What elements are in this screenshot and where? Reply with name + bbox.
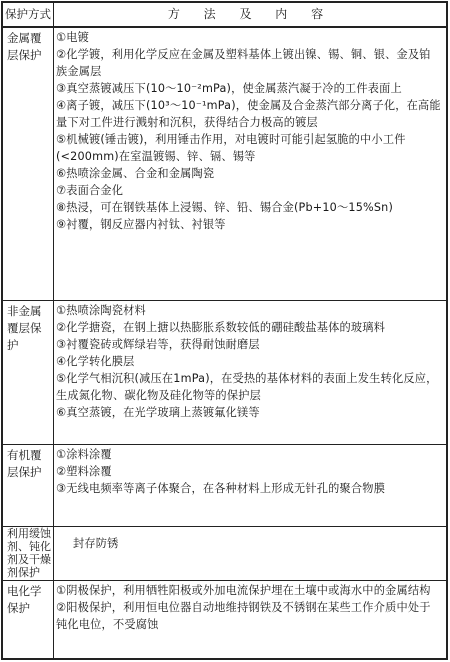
item-list xyxy=(56,446,442,497)
item-list xyxy=(56,302,442,421)
category-label: 有机覆层保护 xyxy=(7,448,42,479)
table-header xyxy=(3,3,446,28)
item-list xyxy=(56,582,442,633)
list-item: ②阳极保护，利用恒电位器自动地维持钢铁及不锈钢在某些工作介质中处于钝化电位，不受腐蚀 xyxy=(56,601,431,631)
list-item: ③无线电频率等离子体聚合，在各种材料上形成无针孔的聚合物膜 xyxy=(56,482,386,495)
list-item: ①热喷涂陶瓷材料 xyxy=(56,304,146,317)
list-item: ③衬覆瓷砖或辉绿岩等，获得耐蚀耐磨层 xyxy=(56,338,260,351)
list-item: ⑨衬覆，钢反应器内衬钛、衬银等 xyxy=(56,218,226,231)
list-item: ⑥真空蒸镀，在光学玻璃上蒸镀氟化镁等 xyxy=(56,406,260,419)
list-item: ⑥热喷涂金属、合金和金属陶瓷 xyxy=(56,167,215,180)
protection-methods-table xyxy=(1,1,448,660)
list-item: ①电镀 xyxy=(56,31,90,44)
header-content: 方 法 及 内 容 xyxy=(167,7,334,21)
category-label: 金属覆层保护 xyxy=(7,31,42,62)
section-inhibitor xyxy=(3,527,446,581)
header-method: 保护方式 xyxy=(5,7,51,21)
item-list xyxy=(73,535,450,552)
list-item: ①涂料涂覆 xyxy=(56,448,112,461)
list-item: ②塑料涂覆 xyxy=(56,465,112,478)
list-item: ②化学搪瓷，在钢上搪以热膨胀系数较低的硼硅酸盐基体的玻璃料 xyxy=(56,321,386,334)
list-item: ②化学镀，利用化学反应在金属及塑料基体上镀出镍、锡、铜、银、金及铂族金属层 xyxy=(56,48,431,78)
item-list xyxy=(56,29,442,233)
list-item: ⑧热浸，可在钢铁基体上浸锡、锌、铅、锡合金(Pb+10～15%Sn) xyxy=(56,201,394,214)
list-item: ③真空蒸镀减压下(10～10⁻²mPa)，使金属蒸汽凝于冷的工件表面上 xyxy=(56,82,402,95)
category-label: 电化学保护 xyxy=(7,584,42,615)
list-item: ④化学转化膜层 xyxy=(56,355,135,368)
list-item: 封存防锈 xyxy=(73,537,119,550)
list-item: ⑤化学气相沉积(减压在1mPa)，在受热的基体材料的表面上发生转化反应，生成氮化物、碳化物及硅化物等的保护层 xyxy=(56,372,438,402)
list-item: ⑦表面合金化 xyxy=(56,184,124,197)
list-item: ①阴极保护，利用牺牲阳极或外加电流保护埋在土壤中或海水中的金属结构 xyxy=(56,584,431,597)
category-label: 非金属覆层保护 xyxy=(7,304,42,352)
list-item: ⑤机械镀(锤击镀)，利用锤击作用，对电镀时可能引起氢脆的中小工件(<200mm)在室温镀锡、锌、镉、锡等 xyxy=(56,133,406,163)
section-nonmetal-coating xyxy=(3,301,446,445)
section-metal-coating xyxy=(3,28,446,301)
category-label: 利用缓蚀剂、钝化剂及干燥剂保护 xyxy=(7,527,51,579)
section-organic-coating xyxy=(3,445,446,527)
list-item: ④离子镀，减压下(10³～10⁻¹mPa)，使金属及合金蒸汽部分离子化，在高能量下对工件进行溅射和沉积，获得结合力极高的镀层 xyxy=(56,99,441,129)
section-electrochemical xyxy=(3,581,446,658)
